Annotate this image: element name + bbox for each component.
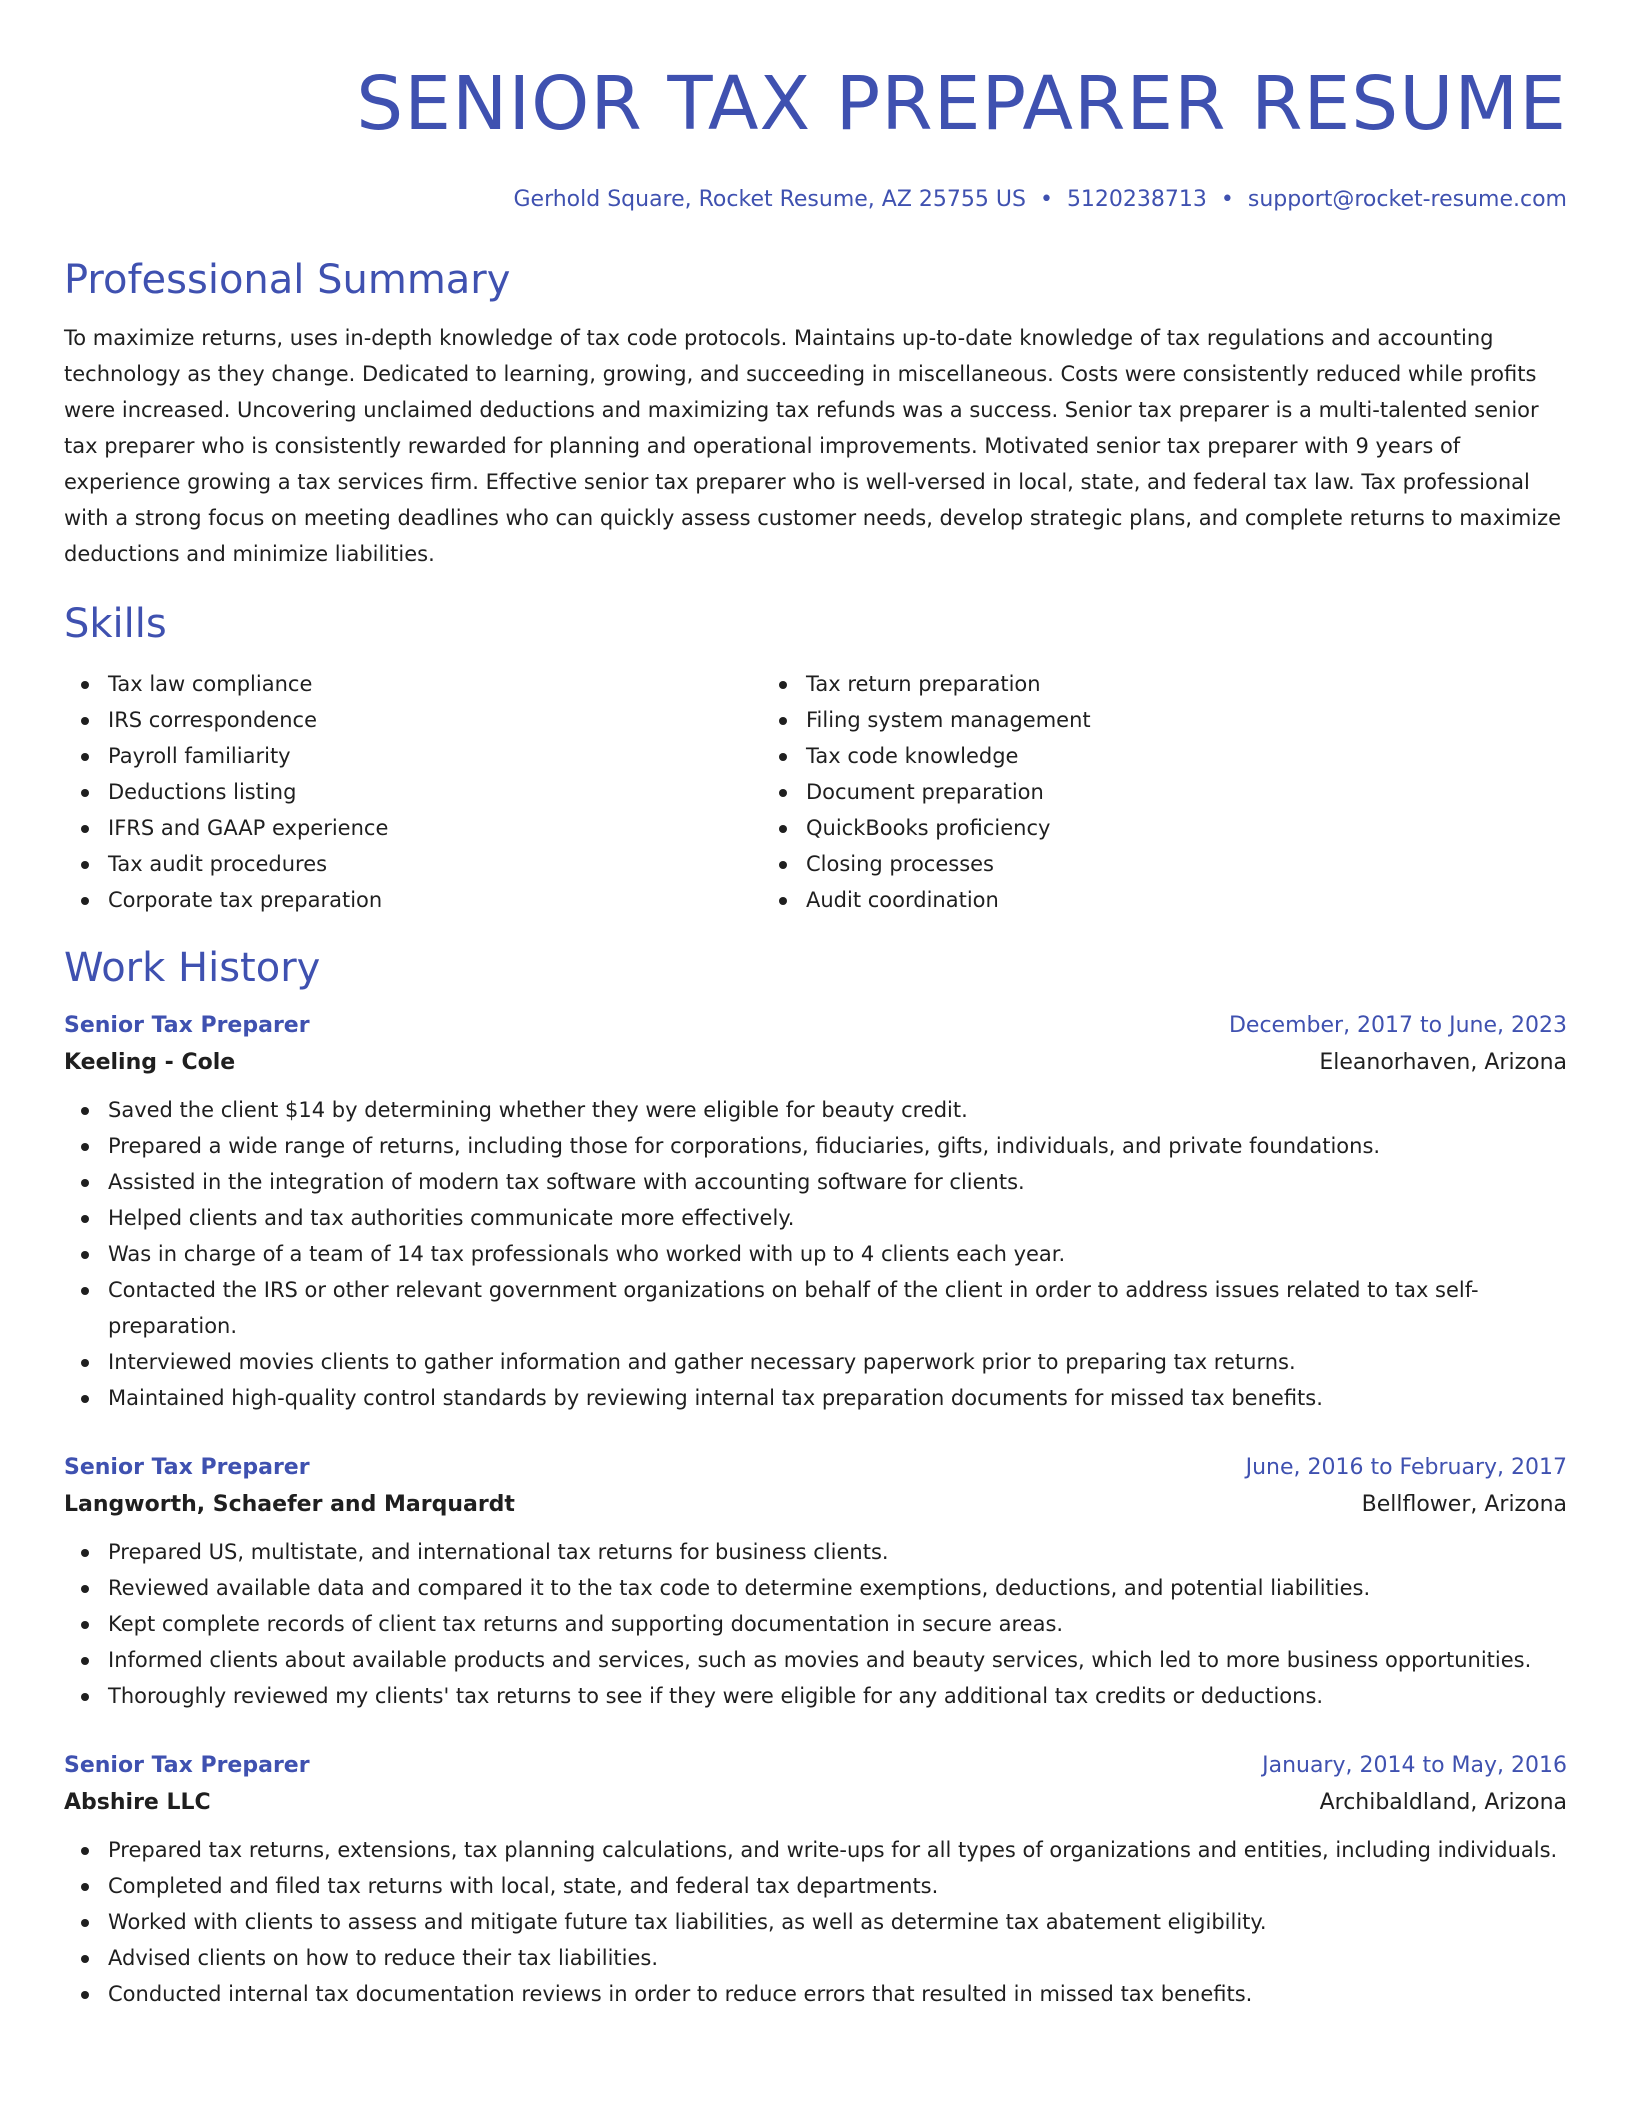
job-bullet: Prepared US, multistate, and international tax returns for business clients. (108, 1534, 1567, 1570)
job-bullet: Reviewed available data and compared it to the tax code to determine exemptions, deductions, and potential liabilities. (108, 1570, 1567, 1606)
skill-item: Document preparation (806, 774, 1567, 810)
skill-item: IRS correspondence (108, 702, 762, 738)
skill-item: Tax law compliance (108, 666, 762, 702)
resume-title: SENIOR TAX PREPARER RESUME (356, 61, 1567, 147)
job-entry (64, 1748, 1567, 2012)
skill-item: Tax audit procedures (108, 846, 762, 882)
job-title: Senior Tax Preparer (64, 1013, 310, 1038)
job-header-row (64, 1450, 1567, 1486)
skills-list (64, 666, 1567, 918)
skill-item: Filing system management (806, 702, 1567, 738)
job-bullet: Thoroughly reviewed my clients' tax returns to see if they were eligible for any additional tax credits or deductions. (108, 1678, 1567, 1714)
job-bullet: Completed and filed tax returns with local, state, and federal tax departments. (108, 1868, 1567, 1904)
contact-separator: • (1220, 187, 1234, 212)
job-bullet: Prepared a wide range of returns, including those for corporations, fiduciaries, gifts, individuals, and private foundations. (108, 1128, 1567, 1164)
resume-page (64, 0, 1567, 2012)
skill-item: Tax code knowledge (806, 738, 1567, 774)
job-bullet: Assisted in the integration of modern tax software with accounting software for clients. (108, 1164, 1567, 1200)
summary-heading: Professional Summary (64, 257, 511, 303)
job-dates: December, 2017 to June, 2023 (1228, 1013, 1567, 1038)
contact-line (64, 186, 1567, 214)
job-header-row (64, 1008, 1567, 1044)
skill-item: Tax return preparation (806, 666, 1567, 702)
contact-phone: 5120238713 (1066, 187, 1207, 212)
job-location: Bellflower, Arizona (1361, 1492, 1567, 1517)
job-company-row (64, 1784, 1567, 1822)
job-bullets (64, 1534, 1567, 1714)
job-bullet: Informed clients about available products and services, such as movies and beauty services, which led to more business opportunities. (108, 1642, 1567, 1678)
job-bullet: Kept complete records of client tax returns and supporting documentation in secure areas. (108, 1606, 1567, 1642)
job-bullet: Interviewed movies clients to gather information and gather necessary paperwork prior to preparing tax returns. (108, 1344, 1567, 1380)
job-bullet: Maintained high-quality control standards by reviewing internal tax preparation documents for missed tax benefits. (108, 1380, 1567, 1416)
skill-item: Payroll familiarity (108, 738, 762, 774)
job-company: Langworth, Schaefer and Marquardt (64, 1492, 515, 1517)
skill-item: Audit coordination (806, 882, 1567, 918)
job-bullet: Was in charge of a team of 14 tax professionals who worked with up to 4 clients each year. (108, 1236, 1567, 1272)
work-history-heading: Work History (64, 945, 321, 991)
job-dates: June, 2016 to February, 2017 (1245, 1455, 1567, 1480)
contact-separator: • (1039, 187, 1053, 212)
job-company-row (64, 1044, 1567, 1082)
job-company-row (64, 1486, 1567, 1524)
skill-item: QuickBooks proficiency (806, 810, 1567, 846)
job-bullet: Conducted internal tax documentation reviews in order to reduce errors that resulted in missed tax benefits. (108, 1976, 1567, 2012)
skill-item: Deductions listing (108, 774, 762, 810)
job-bullet: Prepared tax returns, extensions, tax planning calculations, and write-ups for all types of organizations and entities, including individuals. (108, 1832, 1567, 1868)
job-location: Eleanorhaven, Arizona (1319, 1050, 1567, 1075)
job-dates: January, 2014 to May, 2016 (1262, 1753, 1567, 1778)
job-bullet: Helped clients and tax authorities communicate more effectively. (108, 1200, 1567, 1236)
job-bullet: Worked with clients to assess and mitigate future tax liabilities, as well as determine tax abatement eligibility. (108, 1904, 1567, 1940)
job-bullet: Contacted the IRS or other relevant government organizations on behalf of the client in order to address issues related to tax self-preparation. (108, 1272, 1567, 1344)
skill-item: Closing processes (806, 846, 1567, 882)
job-bullets (64, 1832, 1567, 2012)
job-entry (64, 1450, 1567, 1714)
job-header-row (64, 1748, 1567, 1784)
skills-column-left (64, 666, 762, 918)
job-entry (64, 1008, 1567, 1416)
job-bullet: Saved the client $14 by determining whether they were eligible for beauty credit. (108, 1092, 1567, 1128)
contact-address: Gerhold Square, Rocket Resume, AZ 25755 US (513, 187, 1026, 212)
skills-heading: Skills (64, 601, 167, 647)
job-bullet: Advised clients on how to reduce their tax liabilities. (108, 1940, 1567, 1976)
job-title: Senior Tax Preparer (64, 1753, 310, 1778)
summary-text: To maximize returns, uses in-depth knowledge of tax code protocols. Maintains up-to-date knowledge of tax regulations and accounting technology as they change. Dedicated to learning, growing, and succeeding in miscellaneous. Costs were consistently reduced while profits were increased. Uncovering unclaimed deductions and maximizing tax refunds was a success. Senior tax preparer is a multi-talented senior tax preparer who is consistently rewarded for planning and operational improvements. Motivated senior tax preparer with 9 years of experience growing a tax services firm. Effective senior tax preparer who is well-versed in local, state, and federal tax law. Tax professional with a strong focus on meeting deadlines who can quickly assess customer needs, develop strategic plans, and complete returns to maximize deductions and minimize liabilities. (64, 326, 1562, 566)
contact-email: support@rocket-resume.com (1247, 187, 1567, 212)
job-title: Senior Tax Preparer (64, 1455, 310, 1480)
skill-item: IFRS and GAAP experience (108, 810, 762, 846)
skill-item: Corporate tax preparation (108, 882, 762, 918)
job-bullets (64, 1092, 1567, 1416)
job-company: Keeling - Cole (64, 1050, 236, 1075)
skills-column-right (762, 666, 1567, 918)
job-company: Abshire LLC (64, 1790, 211, 1815)
job-location: Archibaldland, Arizona (1319, 1790, 1567, 1815)
